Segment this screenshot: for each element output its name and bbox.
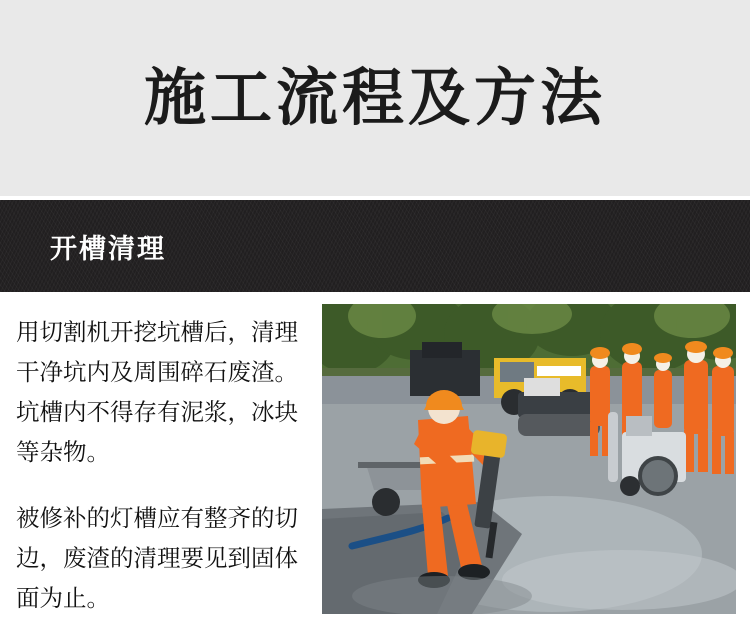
paragraph-2: 被修补的灯槽应有整齐的切边，废渣的清理要见到固体面为止。 — [16, 504, 298, 612]
description-text-column — [16, 312, 316, 618]
section-title: 开槽清理 — [50, 233, 166, 265]
section-header-band — [0, 200, 750, 292]
paragraph-1: 用切割机开挖坑槽后，清理干净坑内及周围碎石废渣。坑槽内不得存有泥浆，冰块等杂物。 — [16, 318, 298, 466]
construction-site-photo — [322, 304, 736, 614]
page-title: 施工流程及方法 — [143, 61, 606, 134]
header-banner — [0, 0, 750, 196]
content-area — [0, 292, 750, 626]
